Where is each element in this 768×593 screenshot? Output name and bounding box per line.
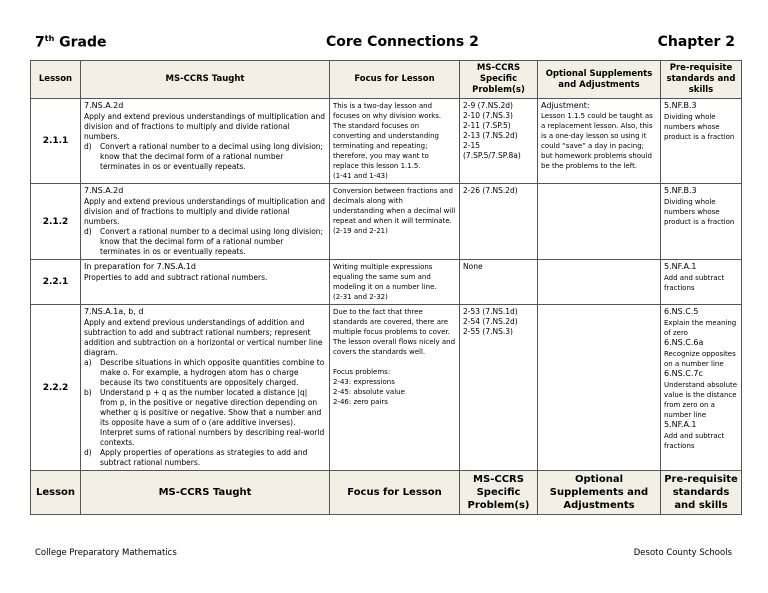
- problem-item: 2-54 (7.NS.2d): [463, 317, 518, 326]
- prereq-standard: 6.NS.C.6a: [664, 338, 704, 347]
- lesson-cell: 2.1.1: [31, 99, 81, 184]
- standard-items: [84, 142, 326, 172]
- lesson-cell: 2.1.2: [31, 184, 81, 260]
- standard-items: [84, 227, 326, 257]
- prereq-description: Dividing whole numbers whose product is a fraction: [664, 198, 735, 226]
- col-header-ccrs: MS-CCRS Taught: [81, 61, 330, 99]
- col-footer-lesson: Lesson: [31, 471, 81, 515]
- standard-item-text: Convert a rational number to a decimal using long division; know that the decimal form of a rational number terminates in os or eventually repeats.: [100, 142, 324, 171]
- prereq-standard: 5.NF.A.1: [664, 262, 697, 271]
- col-footer-ccrs: MS-CCRS Taught: [81, 471, 330, 515]
- problem-item: 2-13 (7.NS.2d): [463, 131, 518, 140]
- chapter-title: Chapter 2: [657, 34, 735, 50]
- prereq-cell: [661, 184, 742, 260]
- standard-item-text: Understand p + q as the number located a distance |q| from p, in the positive or negative direction depending on whether q is positive or negative. Show that a number and its opposite have a sum of o (are additive inverses). Interpret sums of rational numbers by describing real-world contexts.: [100, 388, 325, 447]
- prereq-description: Recognize opposites on a number line: [664, 350, 736, 368]
- standard-item: [84, 358, 326, 388]
- grade-number: 7: [35, 34, 45, 51]
- problem-item: 2-9 (7.NS.2d): [463, 101, 513, 110]
- standard-item: [84, 227, 326, 257]
- ccrs-cell: [81, 305, 330, 471]
- standard-item-marker: a): [84, 358, 92, 367]
- prereq-description: Add and subtract fractions: [664, 432, 725, 450]
- prereq-standard: 5.NF.A.1: [664, 420, 697, 429]
- course-title: Core Connections 2: [326, 34, 479, 50]
- standard-item: [84, 388, 326, 448]
- problem-item: None: [463, 262, 483, 271]
- optional-cell: [538, 99, 661, 184]
- standard-code: 7.NS.A.2d: [84, 101, 124, 110]
- col-header-focus: Focus for Lesson: [330, 61, 460, 99]
- standard-item-marker: b): [84, 388, 92, 397]
- col-header-optional: Optional Supplements and Adjustments: [538, 61, 661, 99]
- header-row: [31, 61, 742, 99]
- focus-line: Focus problems:: [333, 368, 391, 376]
- standard-items: [84, 358, 326, 468]
- problem-item: 2-53 (7.NS.1d): [463, 307, 518, 316]
- prereq-standard: 5.NF.B.3: [664, 186, 697, 195]
- prereq-description: Explain the meaning of zero: [664, 319, 737, 337]
- focus-line: Writing multiple expressions equaling the same sum and modeling it on a number line.: [333, 263, 437, 291]
- focus-line: 2-46: zero pairs: [333, 398, 388, 406]
- page-header: [35, 34, 735, 54]
- grade-superscript: th: [44, 34, 55, 43]
- problem-item: 2-15: [463, 141, 481, 150]
- problem-item: (7.SP.5/7.SP.8a): [463, 151, 521, 160]
- focus-cell: [330, 184, 460, 260]
- focus-cell: [330, 260, 460, 305]
- col-footer-problems: MS-CCRS Specific Problem(s): [460, 471, 538, 515]
- standard-intro: Apply and extend previous understandings of multiplication and division and of fractions to multiply and divide rational numbers.: [84, 112, 325, 141]
- standard-item: [84, 448, 326, 468]
- table-row: [31, 305, 742, 471]
- footer-left: College Preparatory Mathematics: [35, 548, 177, 558]
- focus-line: (1-41 and 1-43): [333, 172, 388, 180]
- optional-cell: [538, 305, 661, 471]
- lesson-table: [30, 60, 742, 515]
- col-footer-prereq: Pre-requisite standards and skills: [661, 471, 742, 515]
- problems-cell: [460, 260, 538, 305]
- problems-cell: [460, 305, 538, 471]
- prereq-standard: 6.NS.C.7c: [664, 369, 703, 378]
- problem-item: 2-10 (7.NS.3): [463, 111, 513, 120]
- prereq-description: Add and subtract fractions: [664, 274, 725, 292]
- prereq-cell: [661, 260, 742, 305]
- problem-item: 2-26 (7.NS.2d): [463, 186, 518, 195]
- focus-cell: [330, 305, 460, 471]
- table-row: [31, 99, 742, 184]
- optional-cell: [538, 184, 661, 260]
- problem-item: 2-11 (7.SP.5): [463, 121, 511, 130]
- prereq-standard: 5.NF.B.3: [664, 101, 697, 110]
- standard-code: 7.NS.A.1a, b, d: [84, 307, 144, 316]
- lesson-cell: 2.2.2: [31, 305, 81, 471]
- focus-line: (2-19 and 2-21): [333, 227, 388, 235]
- standard-item-text: Apply properties of operations as strategies to add and subtract rational numbers.: [100, 448, 308, 467]
- standard-intro: Apply and extend previous understandings of multiplication and division and of fractions to multiply and divide rational numbers.: [84, 197, 325, 226]
- ccrs-cell: [81, 99, 330, 184]
- prereq-standard: 6.NS.C.5: [664, 307, 699, 316]
- standard-item-marker: d): [84, 448, 92, 457]
- focus-line: This is a two-day lesson and focuses on why division works. The standard focuses on converting and understanding terminating and repeating; therefore, you may want to replace this lesson 1.1.5.: [333, 102, 442, 170]
- standard-item-marker: d): [84, 227, 92, 236]
- prereq-cell: [661, 99, 742, 184]
- problems-cell: [460, 99, 538, 184]
- footer-right: Desoto County Schools: [633, 548, 732, 558]
- grade-title: [35, 34, 107, 51]
- col-header-lesson: Lesson: [31, 61, 81, 99]
- focus-line: 2-43: expressions: [333, 378, 395, 386]
- standard-item: [84, 142, 326, 172]
- optional-title: Adjustment:: [541, 101, 590, 110]
- optional-cell: [538, 260, 661, 305]
- col-header-problems: MS-CCRS Specific Problem(s): [460, 61, 538, 99]
- ccrs-cell: [81, 260, 330, 305]
- focus-line: (2-31 and 2-32): [333, 293, 388, 301]
- standard-code: In preparation for 7.NS.A.1d: [84, 262, 196, 271]
- footer-header-row: [31, 471, 742, 515]
- table-row: [31, 260, 742, 305]
- focus-cell: [330, 99, 460, 184]
- standard-code: 7.NS.A.2d: [84, 186, 124, 195]
- col-footer-optional: Optional Supplements and Adjustments: [538, 471, 661, 515]
- col-footer-focus: Focus for Lesson: [330, 471, 460, 515]
- optional-text: Lesson 1.1.5 could be taught as a replacement lesson. Also, this is a one-day lesson so using it could “save” a day in pacing; but homework problems should be the problems to the left.: [541, 112, 653, 170]
- standard-intro: Properties to add and subtract rational numbers.: [84, 273, 268, 282]
- standard-item-marker: d): [84, 142, 92, 151]
- standard-item-text: Convert a rational number to a decimal using long division; know that the decimal form of a rational number terminates in os or eventually repeats.: [100, 227, 324, 256]
- grade-suffix: Grade: [54, 34, 107, 51]
- focus-line: 2-45: absolute value: [333, 388, 405, 396]
- col-header-prereq: Pre-requisite standards and skills: [661, 61, 742, 99]
- table-row: [31, 184, 742, 260]
- standard-intro: Apply and extend previous understandings of addition and subtraction to add and subtract rational numbers; represent addition and subtraction on a horizontal or vertical number line diagram.: [84, 318, 323, 357]
- lesson-cell: 2.2.1: [31, 260, 81, 305]
- prereq-description: Dividing whole numbers whose product is a fraction: [664, 113, 735, 141]
- focus-line: Due to the fact that three standards are covered, there are multiple focus problems to cover. The lesson overall flows nicely and covers the standards well.: [333, 308, 456, 356]
- focus-line: Conversion between fractions and decimals along with understanding when a decimal will repeat and when it will terminate.: [333, 187, 456, 225]
- problem-item: 2-55 (7.NS.3): [463, 327, 513, 336]
- standard-item-text: Describe situations in which opposite quantities combine to make o. For example, a hydrogen atom has o charge because its two constituents are oppositely charged.: [100, 358, 325, 387]
- prereq-cell: [661, 305, 742, 471]
- prereq-description: Understand absolute value is the distance from zero on a number line: [664, 381, 738, 419]
- problems-cell: [460, 184, 538, 260]
- ccrs-cell: [81, 184, 330, 260]
